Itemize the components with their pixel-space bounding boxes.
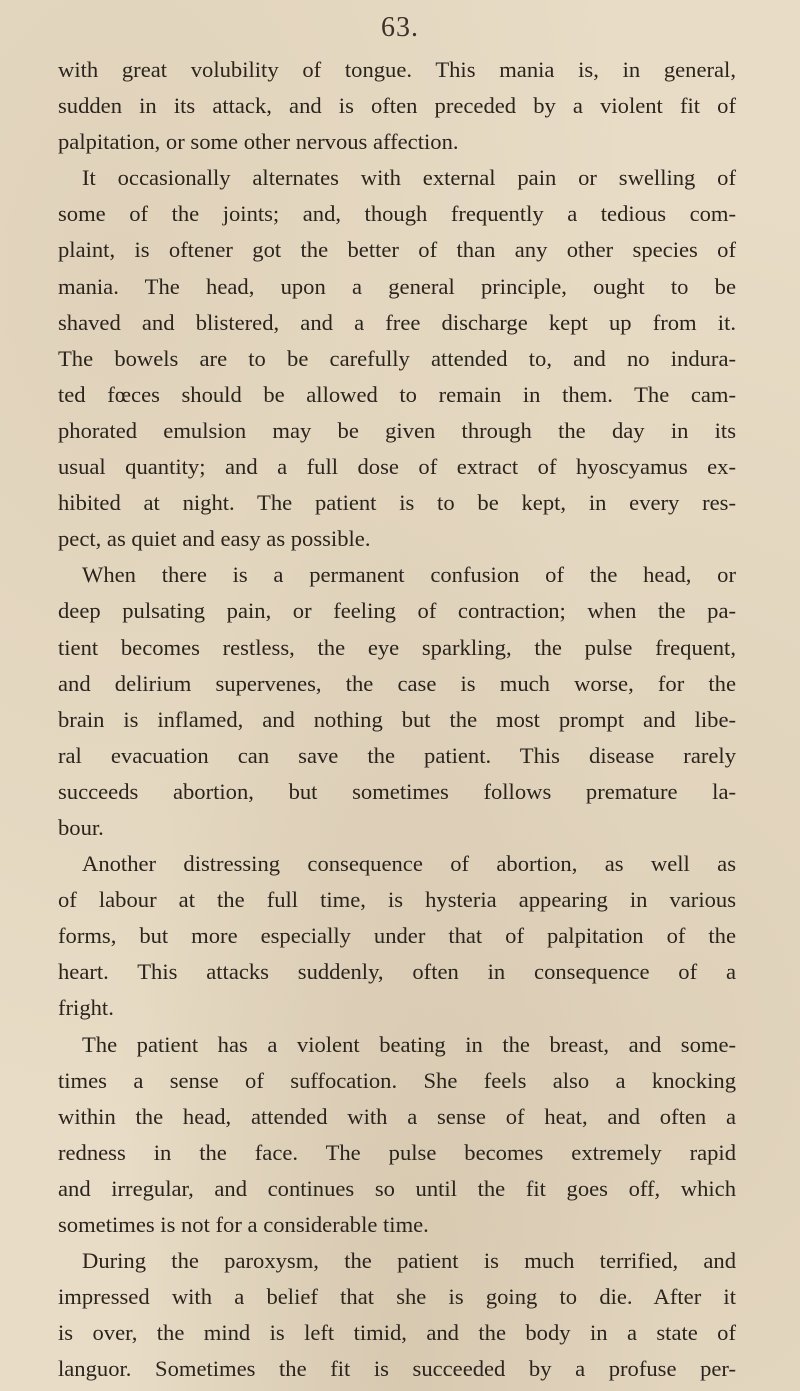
text-line: hibited at night. The patient is to be kept, in every res- (58, 490, 736, 516)
text-line: and delirium supervenes, the case is much worse, for the (58, 670, 736, 696)
text-line: phorated emulsion may be given through the day in its (58, 417, 736, 443)
text-line: shaved and blistered, and a free discharge kept up from it. (58, 309, 736, 335)
text-line: with great volubility of tongue. This mania is, in general, (58, 57, 736, 82)
text-line: succeeds abortion, but sometimes follows premature la- (58, 778, 736, 804)
text-line: and irregular, and continues so until the fit goes off, which (58, 1175, 736, 1201)
text-line: fright. (58, 995, 114, 1021)
text-line: sometimes is not for a considerable time. (58, 1212, 429, 1237)
paragraph-5 (58, 1027, 736, 1244)
text-line: some of the joints; and, though frequently a tedious com- (58, 201, 736, 227)
text-line: heart. This attacks suddenly, often in consequence of a (58, 959, 736, 985)
text-line: within the head, attended with a sense of heat, and often a (58, 1103, 736, 1129)
text-line: plaint, is oftener got the better of than any other species of (58, 237, 736, 263)
text-line: deep pulsating pain, or feeling of contraction; when the pa- (58, 598, 736, 624)
text-line: usual quantity; and a full dose of extract of hyoscyamus ex- (58, 454, 736, 480)
text-line: tient becomes restless, the eye sparkling, the pulse frequent, (58, 634, 736, 660)
paragraph-4 (58, 846, 736, 1026)
text-line: redness in the face. The pulse becomes extremely rapid (58, 1139, 736, 1165)
text-line: sudden in its attack, and is often preceded by a violent fit of (58, 93, 736, 119)
text-line: times a sense of suffocation. She feels also a knocking (58, 1067, 736, 1093)
paragraph-6 (58, 1243, 736, 1387)
text-line: mania. The head, upon a general principle, ought to be (58, 273, 736, 299)
text-line: forms, but more especially under that of palpitation of the (58, 923, 736, 949)
text-line: The patient has a violent beating in the breast, and some- (82, 1031, 736, 1057)
paragraph-1 (58, 52, 736, 160)
text-line: languor. Sometimes the fit is succeeded by a profuse per- (58, 1356, 736, 1382)
text-line: Another distressing consequence of abortion, as well as (82, 851, 736, 877)
body-text (58, 52, 736, 1387)
text-line: of labour at the full time, is hysteria appearing in various (58, 887, 736, 913)
text-line: When there is a permanent confusion of the head, or (82, 562, 736, 588)
text-line: The bowels are to be carefully attended to, and no indura- (58, 345, 736, 371)
paragraph-2 (58, 160, 736, 557)
text-line: pect, as quiet and easy as possible. (58, 526, 371, 552)
paragraph-3 (58, 557, 736, 846)
text-line: It occasionally alternates with external pain or swelling of (82, 165, 736, 191)
text-line: is over, the mind is left timid, and the body in a state of (58, 1320, 736, 1346)
text-line: palpitation, or some other nervous affection. (58, 129, 459, 155)
text-line: impressed with a belief that she is going to die. After it (58, 1284, 736, 1310)
text-line: brain is inflamed, and nothing but the most prompt and libe- (58, 706, 736, 732)
text-line: ted fœces should be allowed to remain in them. The cam- (58, 381, 736, 407)
text-line: During the paroxysm, the patient is much terrified, and (82, 1248, 736, 1274)
page-number: 63. (381, 12, 419, 43)
text-line: ral evacuation can save the patient. This disease rarely (58, 742, 736, 768)
text-line: bour. (58, 814, 104, 840)
